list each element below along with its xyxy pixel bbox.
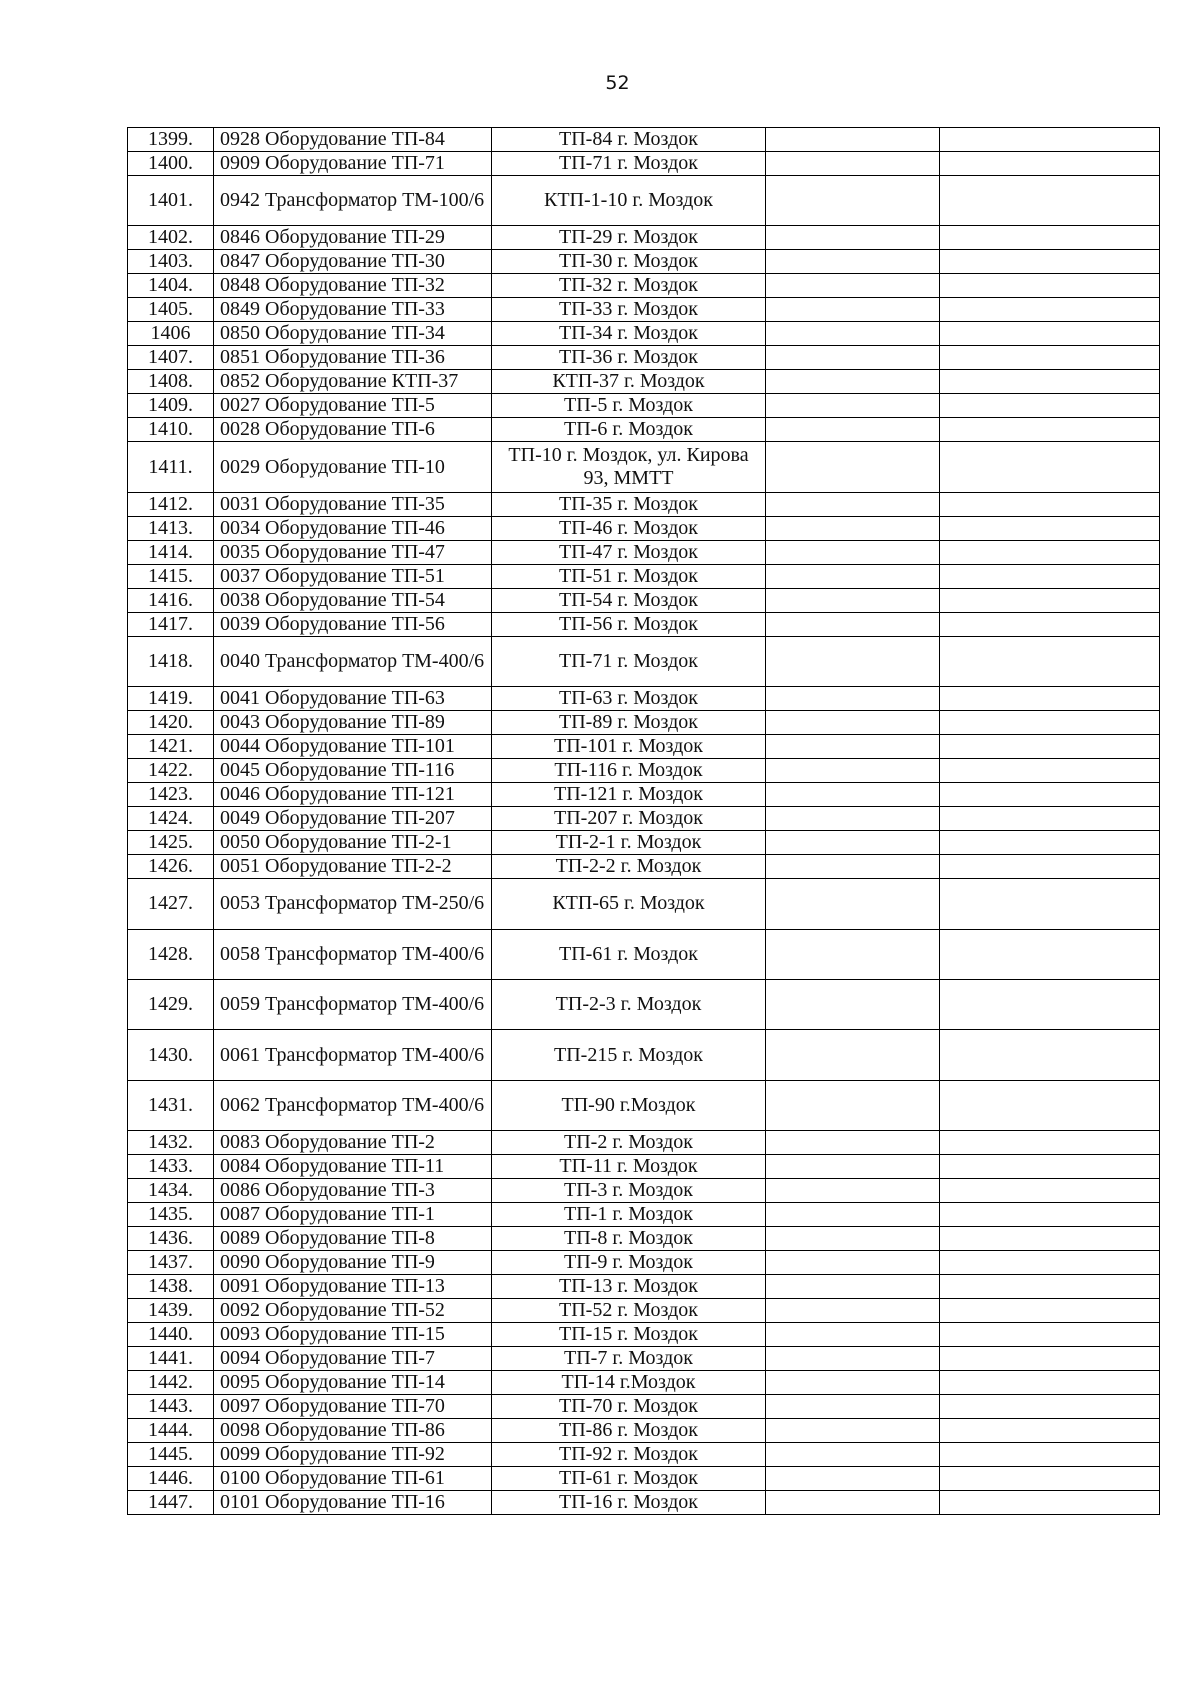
equipment-location: ТП-101 г. Моздок bbox=[492, 735, 766, 759]
table-row bbox=[128, 1419, 1160, 1443]
equipment-name: 0083 Оборудование ТП-2 bbox=[214, 1131, 492, 1155]
equipment-location: ТП-36 г. Моздок bbox=[492, 346, 766, 370]
empty-cell bbox=[940, 1155, 1160, 1179]
equipment-name: 0092 Оборудование ТП-52 bbox=[214, 1299, 492, 1323]
table-row bbox=[128, 226, 1160, 250]
empty-cell bbox=[766, 1371, 940, 1395]
equipment-location: ТП-30 г. Моздок bbox=[492, 250, 766, 274]
table-row bbox=[128, 1467, 1160, 1491]
equipment-location: ТП-70 г. Моздок bbox=[492, 1395, 766, 1419]
equipment-location: ТП-86 г. Моздок bbox=[492, 1419, 766, 1443]
row-number: 1404. bbox=[128, 274, 214, 298]
empty-cell bbox=[940, 783, 1160, 807]
table-row bbox=[128, 1227, 1160, 1251]
table-row bbox=[128, 1080, 1160, 1130]
empty-cell bbox=[940, 1179, 1160, 1203]
empty-cell bbox=[766, 1299, 940, 1323]
empty-cell bbox=[766, 1251, 940, 1275]
equipment-name: 0028 Оборудование ТП-6 bbox=[214, 418, 492, 442]
row-number: 1429. bbox=[128, 979, 214, 1029]
table-row bbox=[128, 492, 1160, 516]
equipment-location: ТП-33 г. Моздок bbox=[492, 298, 766, 322]
equipment-location: ТП-47 г. Моздок bbox=[492, 540, 766, 564]
equipment-name: 0086 Оборудование ТП-3 bbox=[214, 1179, 492, 1203]
equipment-name: 0094 Оборудование ТП-7 bbox=[214, 1347, 492, 1371]
equipment-name: 0059 Трансформатор ТМ-400/6 bbox=[214, 979, 492, 1029]
equipment-location: ТП-89 г. Моздок bbox=[492, 711, 766, 735]
empty-cell bbox=[940, 274, 1160, 298]
table-row bbox=[128, 128, 1160, 152]
table-row bbox=[128, 1275, 1160, 1299]
row-number: 1427. bbox=[128, 879, 214, 929]
equipment-name: 0051 Оборудование ТП-2-2 bbox=[214, 855, 492, 879]
empty-cell bbox=[766, 250, 940, 274]
empty-cell bbox=[940, 879, 1160, 929]
empty-cell bbox=[940, 1299, 1160, 1323]
empty-cell bbox=[940, 807, 1160, 831]
equipment-location: КТП-65 г. Моздок bbox=[492, 879, 766, 929]
table-row bbox=[128, 979, 1160, 1029]
empty-cell bbox=[940, 176, 1160, 226]
equipment-name: 0098 Оборудование ТП-86 bbox=[214, 1419, 492, 1443]
empty-cell bbox=[766, 226, 940, 250]
equipment-name: 0101 Оборудование ТП-16 bbox=[214, 1491, 492, 1515]
row-number: 1403. bbox=[128, 250, 214, 274]
row-number: 1415. bbox=[128, 564, 214, 588]
table-row bbox=[128, 1203, 1160, 1227]
empty-cell bbox=[940, 1227, 1160, 1251]
empty-cell bbox=[766, 612, 940, 636]
equipment-location: ТП-9 г. Моздок bbox=[492, 1251, 766, 1275]
row-number: 1414. bbox=[128, 540, 214, 564]
equipment-location: ТП-46 г. Моздок bbox=[492, 516, 766, 540]
table-row bbox=[128, 442, 1160, 492]
equipment-location: КТП-37 г. Моздок bbox=[492, 370, 766, 394]
equipment-location: ТП-61 г. Моздок bbox=[492, 1467, 766, 1491]
empty-cell bbox=[766, 929, 940, 979]
row-number: 1444. bbox=[128, 1419, 214, 1443]
equipment-name: 0046 Оборудование ТП-121 bbox=[214, 783, 492, 807]
row-number: 1430. bbox=[128, 1030, 214, 1080]
equipment-location: ТП-92 г. Моздок bbox=[492, 1443, 766, 1467]
row-number: 1400. bbox=[128, 152, 214, 176]
row-number: 1423. bbox=[128, 783, 214, 807]
row-number: 1402. bbox=[128, 226, 214, 250]
equipment-name: 0039 Оборудование ТП-56 bbox=[214, 612, 492, 636]
empty-cell bbox=[766, 128, 940, 152]
equipment-location: ТП-2-1 г. Моздок bbox=[492, 831, 766, 855]
equipment-location: ТП-90 г.Моздок bbox=[492, 1080, 766, 1130]
empty-cell bbox=[940, 564, 1160, 588]
table-row bbox=[128, 1155, 1160, 1179]
row-number: 1439. bbox=[128, 1299, 214, 1323]
empty-cell bbox=[766, 783, 940, 807]
empty-cell bbox=[766, 636, 940, 686]
empty-cell bbox=[940, 1080, 1160, 1130]
empty-cell bbox=[940, 1275, 1160, 1299]
row-number: 1424. bbox=[128, 807, 214, 831]
table-row bbox=[128, 1323, 1160, 1347]
table-row bbox=[128, 394, 1160, 418]
row-number: 1413. bbox=[128, 516, 214, 540]
empty-cell bbox=[940, 831, 1160, 855]
row-number: 1408. bbox=[128, 370, 214, 394]
empty-cell bbox=[940, 492, 1160, 516]
empty-cell bbox=[940, 1131, 1160, 1155]
empty-cell bbox=[766, 1030, 940, 1080]
equipment-name: 0909 Оборудование ТП-71 bbox=[214, 152, 492, 176]
row-number: 1428. bbox=[128, 929, 214, 979]
equipment-name: 0848 Оборудование ТП-32 bbox=[214, 274, 492, 298]
equipment-location: ТП-56 г. Моздок bbox=[492, 612, 766, 636]
equipment-table-body bbox=[128, 128, 1160, 1515]
table-row bbox=[128, 1131, 1160, 1155]
empty-cell bbox=[766, 1131, 940, 1155]
empty-cell bbox=[766, 1347, 940, 1371]
row-number: 1441. bbox=[128, 1347, 214, 1371]
row-number: 1412. bbox=[128, 492, 214, 516]
table-row bbox=[128, 783, 1160, 807]
empty-cell bbox=[766, 1203, 940, 1227]
empty-cell bbox=[940, 250, 1160, 274]
equipment-name: 0089 Оборудование ТП-8 bbox=[214, 1227, 492, 1251]
empty-cell bbox=[766, 588, 940, 612]
equipment-location: ТП-15 г. Моздок bbox=[492, 1323, 766, 1347]
empty-cell bbox=[766, 1155, 940, 1179]
empty-cell bbox=[940, 152, 1160, 176]
row-number: 1420. bbox=[128, 711, 214, 735]
equipment-location: ТП-5 г. Моздок bbox=[492, 394, 766, 418]
empty-cell bbox=[766, 1323, 940, 1347]
empty-cell bbox=[766, 807, 940, 831]
empty-cell bbox=[940, 759, 1160, 783]
equipment-location: ТП-121 г. Моздок bbox=[492, 783, 766, 807]
empty-cell bbox=[940, 1467, 1160, 1491]
empty-cell bbox=[766, 442, 940, 492]
equipment-name: 0053 Трансформатор ТМ-250/6 bbox=[214, 879, 492, 929]
empty-cell bbox=[940, 442, 1160, 492]
equipment-location: ТП-11 г. Моздок bbox=[492, 1155, 766, 1179]
equipment-location: ТП-84 г. Моздок bbox=[492, 128, 766, 152]
table-row bbox=[128, 831, 1160, 855]
empty-cell bbox=[940, 855, 1160, 879]
table-row bbox=[128, 687, 1160, 711]
equipment-name: 0090 Оборудование ТП-9 bbox=[214, 1251, 492, 1275]
empty-cell bbox=[940, 588, 1160, 612]
equipment-name: 0058 Трансформатор ТМ-400/6 bbox=[214, 929, 492, 979]
row-number: 1417. bbox=[128, 612, 214, 636]
equipment-name: 0091 Оборудование ТП-13 bbox=[214, 1275, 492, 1299]
table-row bbox=[128, 516, 1160, 540]
table-row bbox=[128, 1443, 1160, 1467]
table-row bbox=[128, 322, 1160, 346]
equipment-name: 0846 Оборудование ТП-29 bbox=[214, 226, 492, 250]
equipment-location: ТП-63 г. Моздок bbox=[492, 687, 766, 711]
equipment-location: ТП-13 г. Моздок bbox=[492, 1275, 766, 1299]
empty-cell bbox=[766, 418, 940, 442]
equipment-name: 0038 Оборудование ТП-54 bbox=[214, 588, 492, 612]
row-number: 1432. bbox=[128, 1131, 214, 1155]
equipment-name: 0037 Оборудование ТП-51 bbox=[214, 564, 492, 588]
empty-cell bbox=[766, 1275, 940, 1299]
row-number: 1422. bbox=[128, 759, 214, 783]
row-number: 1411. bbox=[128, 442, 214, 492]
equipment-name: 0087 Оборудование ТП-1 bbox=[214, 1203, 492, 1227]
empty-cell bbox=[940, 979, 1160, 1029]
empty-cell bbox=[940, 687, 1160, 711]
empty-cell bbox=[766, 152, 940, 176]
table-row bbox=[128, 370, 1160, 394]
empty-cell bbox=[940, 711, 1160, 735]
table-row bbox=[128, 152, 1160, 176]
empty-cell bbox=[940, 1030, 1160, 1080]
empty-cell bbox=[766, 1491, 940, 1515]
table-row bbox=[128, 418, 1160, 442]
table-row bbox=[128, 711, 1160, 735]
equipment-name: 0050 Оборудование ТП-2-1 bbox=[214, 831, 492, 855]
equipment-name: 0031 Оборудование ТП-35 bbox=[214, 492, 492, 516]
empty-cell bbox=[940, 128, 1160, 152]
empty-cell bbox=[766, 735, 940, 759]
equipment-location: ТП-35 г. Моздок bbox=[492, 492, 766, 516]
table-row bbox=[128, 176, 1160, 226]
table-row bbox=[128, 1395, 1160, 1419]
equipment-name: 0942 Трансформатор ТМ-100/6 bbox=[214, 176, 492, 226]
equipment-location: ТП-14 г.Моздок bbox=[492, 1371, 766, 1395]
row-number: 1426. bbox=[128, 855, 214, 879]
empty-cell bbox=[940, 540, 1160, 564]
equipment-location: ТП-71 г. Моздок bbox=[492, 152, 766, 176]
table-row bbox=[128, 612, 1160, 636]
equipment-name: 0850 Оборудование ТП-34 bbox=[214, 322, 492, 346]
equipment-table bbox=[127, 127, 1160, 1515]
empty-cell bbox=[940, 636, 1160, 686]
row-number: 1443. bbox=[128, 1395, 214, 1419]
equipment-name: 0034 Оборудование ТП-46 bbox=[214, 516, 492, 540]
empty-cell bbox=[766, 687, 940, 711]
empty-cell bbox=[766, 346, 940, 370]
equipment-name: 0043 Оборудование ТП-89 bbox=[214, 711, 492, 735]
table-row bbox=[128, 735, 1160, 759]
equipment-name: 0100 Оборудование ТП-61 bbox=[214, 1467, 492, 1491]
equipment-location: КТП-1-10 г. Моздок bbox=[492, 176, 766, 226]
equipment-name: 0049 Оборудование ТП-207 bbox=[214, 807, 492, 831]
empty-cell bbox=[940, 298, 1160, 322]
empty-cell bbox=[940, 394, 1160, 418]
equipment-name: 0035 Оборудование ТП-47 bbox=[214, 540, 492, 564]
empty-cell bbox=[766, 370, 940, 394]
empty-cell bbox=[766, 1179, 940, 1203]
row-number: 1447. bbox=[128, 1491, 214, 1515]
table-row bbox=[128, 1299, 1160, 1323]
empty-cell bbox=[940, 735, 1160, 759]
empty-cell bbox=[766, 394, 940, 418]
table-row bbox=[128, 564, 1160, 588]
equipment-name: 0062 Трансформатор ТМ-400/6 bbox=[214, 1080, 492, 1130]
table-row bbox=[128, 636, 1160, 686]
empty-cell bbox=[766, 1443, 940, 1467]
row-number: 1434. bbox=[128, 1179, 214, 1203]
empty-cell bbox=[766, 492, 940, 516]
equipment-name: 0045 Оборудование ТП-116 bbox=[214, 759, 492, 783]
equipment-location: ТП-7 г. Моздок bbox=[492, 1347, 766, 1371]
row-number: 1418. bbox=[128, 636, 214, 686]
table-row bbox=[128, 298, 1160, 322]
empty-cell bbox=[766, 759, 940, 783]
equipment-name: 0849 Оборудование ТП-33 bbox=[214, 298, 492, 322]
empty-cell bbox=[766, 1395, 940, 1419]
empty-cell bbox=[766, 711, 940, 735]
row-number: 1437. bbox=[128, 1251, 214, 1275]
empty-cell bbox=[940, 226, 1160, 250]
row-number: 1419. bbox=[128, 687, 214, 711]
empty-cell bbox=[766, 274, 940, 298]
row-number: 1440. bbox=[128, 1323, 214, 1347]
empty-cell bbox=[940, 612, 1160, 636]
empty-cell bbox=[766, 516, 940, 540]
equipment-name: 0847 Оборудование ТП-30 bbox=[214, 250, 492, 274]
equipment-name: 0044 Оборудование ТП-101 bbox=[214, 735, 492, 759]
row-number: 1407. bbox=[128, 346, 214, 370]
empty-cell bbox=[940, 1443, 1160, 1467]
equipment-location: ТП-51 г. Моздок bbox=[492, 564, 766, 588]
row-number: 1435. bbox=[128, 1203, 214, 1227]
row-number: 1445. bbox=[128, 1443, 214, 1467]
equipment-location: ТП-2 г. Моздок bbox=[492, 1131, 766, 1155]
table-row bbox=[128, 346, 1160, 370]
empty-cell bbox=[766, 1419, 940, 1443]
equipment-location: ТП-52 г. Моздок bbox=[492, 1299, 766, 1323]
empty-cell bbox=[940, 1251, 1160, 1275]
table-row bbox=[128, 588, 1160, 612]
empty-cell bbox=[940, 1347, 1160, 1371]
table-row bbox=[128, 250, 1160, 274]
row-number: 1431. bbox=[128, 1080, 214, 1130]
table-row bbox=[128, 274, 1160, 298]
row-number: 1425. bbox=[128, 831, 214, 855]
equipment-name: 0928 Оборудование ТП-84 bbox=[214, 128, 492, 152]
equipment-location: ТП-32 г. Моздок bbox=[492, 274, 766, 298]
table-row bbox=[128, 1347, 1160, 1371]
empty-cell bbox=[940, 418, 1160, 442]
empty-cell bbox=[766, 1080, 940, 1130]
row-number: 1433. bbox=[128, 1155, 214, 1179]
row-number: 1442. bbox=[128, 1371, 214, 1395]
row-number: 1409. bbox=[128, 394, 214, 418]
equipment-location: ТП-10 г. Моздок, ул. Кирова 93, ММТТ bbox=[492, 442, 766, 492]
row-number: 1446. bbox=[128, 1467, 214, 1491]
equipment-location: ТП-6 г. Моздок bbox=[492, 418, 766, 442]
equipment-location: ТП-34 г. Моздок bbox=[492, 322, 766, 346]
empty-cell bbox=[940, 929, 1160, 979]
empty-cell bbox=[940, 1419, 1160, 1443]
equipment-location: ТП-207 г. Моздок bbox=[492, 807, 766, 831]
row-number: 1438. bbox=[128, 1275, 214, 1299]
empty-cell bbox=[766, 298, 940, 322]
table-row bbox=[128, 879, 1160, 929]
equipment-name: 0851 Оборудование ТП-36 bbox=[214, 346, 492, 370]
empty-cell bbox=[766, 831, 940, 855]
equipment-location: ТП-61 г. Моздок bbox=[492, 929, 766, 979]
equipment-name: 0095 Оборудование ТП-14 bbox=[214, 1371, 492, 1395]
row-number: 1410. bbox=[128, 418, 214, 442]
empty-cell bbox=[766, 540, 940, 564]
equipment-name: 0041 Оборудование ТП-63 bbox=[214, 687, 492, 711]
empty-cell bbox=[940, 1395, 1160, 1419]
empty-cell bbox=[766, 322, 940, 346]
equipment-location: ТП-3 г. Моздок bbox=[492, 1179, 766, 1203]
equipment-location: ТП-29 г. Моздок bbox=[492, 226, 766, 250]
empty-cell bbox=[766, 979, 940, 1029]
empty-cell bbox=[940, 346, 1160, 370]
page-number: 52 bbox=[605, 72, 630, 94]
empty-cell bbox=[940, 1371, 1160, 1395]
row-number: 1399. bbox=[128, 128, 214, 152]
equipment-location: ТП-2-3 г. Моздок bbox=[492, 979, 766, 1029]
table-row bbox=[128, 855, 1160, 879]
empty-cell bbox=[940, 1323, 1160, 1347]
table-row bbox=[128, 1179, 1160, 1203]
table-row bbox=[128, 1251, 1160, 1275]
table-row bbox=[128, 1030, 1160, 1080]
empty-cell bbox=[940, 322, 1160, 346]
empty-cell bbox=[766, 176, 940, 226]
row-number: 1436. bbox=[128, 1227, 214, 1251]
empty-cell bbox=[766, 855, 940, 879]
empty-cell bbox=[766, 564, 940, 588]
table-row bbox=[128, 540, 1160, 564]
empty-cell bbox=[940, 1203, 1160, 1227]
table-row bbox=[128, 929, 1160, 979]
equipment-location: ТП-2-2 г. Моздок bbox=[492, 855, 766, 879]
equipment-name: 0084 Оборудование ТП-11 bbox=[214, 1155, 492, 1179]
row-number: 1405. bbox=[128, 298, 214, 322]
equipment-name: 0097 Оборудование ТП-70 bbox=[214, 1395, 492, 1419]
table-row bbox=[128, 1371, 1160, 1395]
equipment-location: ТП-71 г. Моздок bbox=[492, 636, 766, 686]
equipment-location: ТП-215 г. Моздок bbox=[492, 1030, 766, 1080]
empty-cell bbox=[940, 1491, 1160, 1515]
equipment-location: ТП-8 г. Моздок bbox=[492, 1227, 766, 1251]
equipment-name: 0029 Оборудование ТП-10 bbox=[214, 442, 492, 492]
equipment-location: ТП-54 г. Моздок bbox=[492, 588, 766, 612]
equipment-name: 0099 Оборудование ТП-92 bbox=[214, 1443, 492, 1467]
empty-cell bbox=[940, 370, 1160, 394]
row-number: 1406 bbox=[128, 322, 214, 346]
table-row bbox=[128, 1491, 1160, 1515]
empty-cell bbox=[766, 879, 940, 929]
equipment-name: 0852 Оборудование КТП-37 bbox=[214, 370, 492, 394]
table-row bbox=[128, 759, 1160, 783]
equipment-name: 0061 Трансформатор ТМ-400/6 bbox=[214, 1030, 492, 1080]
empty-cell bbox=[766, 1227, 940, 1251]
equipment-name: 0040 Трансформатор ТМ-400/6 bbox=[214, 636, 492, 686]
row-number: 1401. bbox=[128, 176, 214, 226]
row-number: 1416. bbox=[128, 588, 214, 612]
equipment-name: 0093 Оборудование ТП-15 bbox=[214, 1323, 492, 1347]
row-number: 1421. bbox=[128, 735, 214, 759]
equipment-location: ТП-116 г. Моздок bbox=[492, 759, 766, 783]
empty-cell bbox=[766, 1467, 940, 1491]
equipment-location: ТП-1 г. Моздок bbox=[492, 1203, 766, 1227]
equipment-name: 0027 Оборудование ТП-5 bbox=[214, 394, 492, 418]
equipment-location: ТП-16 г. Моздок bbox=[492, 1491, 766, 1515]
table-row bbox=[128, 807, 1160, 831]
empty-cell bbox=[940, 516, 1160, 540]
